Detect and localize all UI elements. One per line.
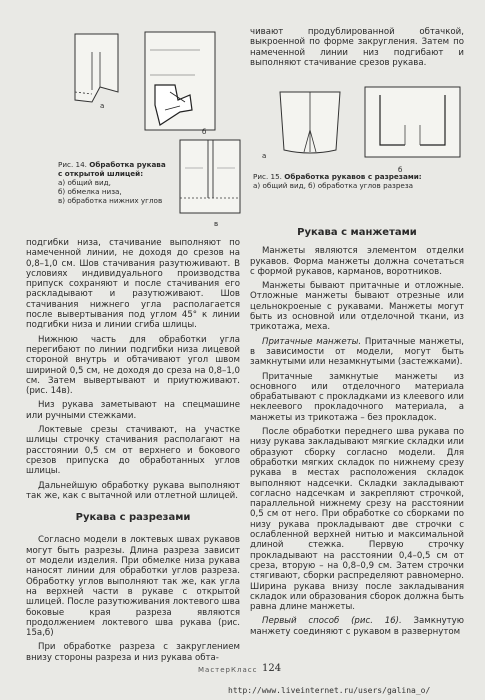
right-p4: Притачные замкнутые манжеты из основного или отделочного материала обрабатывают с прокладками из клеевого или неклеевого прокладочного материала, а манжеты из трикотажа – без прокладок. <box>250 371 464 423</box>
fig14-label-a: а <box>100 102 105 110</box>
page-number: 124 <box>262 663 282 674</box>
fig14-sketch-v <box>175 138 245 218</box>
right-heading: Рукава с манжетами <box>297 227 417 238</box>
right-p6: Первый способ (рис. 16). Замкнутую манжету соединяют с рукавом в развернутом <box>250 616 464 637</box>
right-column-top <box>250 27 464 72</box>
fig15-sketch-b <box>360 85 465 165</box>
footer-url[interactable]: http://www.liveinternet.ru/users/galina_o/ <box>228 686 431 695</box>
left-p2: Нижнюю часть для обработки угла перегибают по линии подгибки низа лицевой стороной внутрь и обтачивают угол швом шириной 0,5 см, не доходя до среза на 0,8–1,0 см. Затем вывертывают и приутюживают. (рис. 14в). <box>26 334 240 397</box>
left-p4: Локтевые срезы стачивают, на участке шлицы строчку стачивания располагают на расстоянии 0,5 см от верхнего и бокового срезов припуска до обработанных углов шлицы. <box>26 425 240 477</box>
right-p1: Манжеты являются элементом отделки рукавов. Форма манжеты должна сочетаться с формой рукавов, карманов, воротников. <box>250 246 464 277</box>
right-column <box>250 228 464 641</box>
left-p5: Дальнейшую обработку рукава выполняют так же, как с вытачной или отлетной шлицей. <box>26 480 240 501</box>
left-heading: Рукава с разрезами <box>75 512 191 524</box>
right-p2: Манжеты бывают притачные и отложные. Отложные манжеты бывают отрезные или цельнокроеные с рукавами. Манжеты могут быть из основной или отделочной ткани, из трикотажа, меха. <box>250 281 464 333</box>
fig15-sketch-a <box>270 90 350 160</box>
left-column <box>26 238 240 667</box>
left-p1: подгибки низа, стачивание выполняют по намеченной линии, не доходя до срезов на 0,8–1,0 см. Шов стачивания разутюживают. В условиях индивидуального производства припуск сохраняют и после стачивания его раскладывают и разутюживают. Шов стачивания нижнего угла располагается после вывертывания под углом 45° к линии подгибки низа и линии сгиба шлицы. <box>26 238 240 331</box>
fig15-label-a: а <box>262 152 267 160</box>
fig14-sketch-b <box>140 30 220 135</box>
fig15-label-b: б <box>398 166 403 174</box>
right-p0: чивают продублированной обтачкой, выкроенной по форме закругления. Затем по намеченной линии низ подгибают и выполняют стачивание срезов рукава. <box>250 27 464 68</box>
fig14-caption: Рис. 14. Обработка рукава с открытой шлицей: а) общий вид, б) обмелка низа, в) обработка нижних углов <box>58 160 166 205</box>
right-p3: Притачные манжеты. Притачные манжеты, в зависимости от модели, могут быть замкнутыми или незамкнутыми (застежками). <box>250 336 464 368</box>
fig14-label-b: б <box>202 128 207 136</box>
left-p3: Низ рукава заметывают на спецмашине или ручными стежками. <box>26 400 240 421</box>
fig14-sketch-a <box>70 32 125 107</box>
footer-brand: МастерКласс <box>198 666 258 674</box>
left-p6: Согласно модели в локтевых швах рукавов могут быть разрезы. Длина разреза зависит от модели изделия. При обмелке низа рукава наносят линии для обработки углов разреза. Обработку углов выполняют так же, как угла на верхней части в рукаве с открытой шлицей. После разутюживания локтевого шва боковые края разреза являются продолжением локтевого шва рукава (рис. 15а,б) <box>26 535 240 639</box>
left-p7: При обработке разреза с закруглением внизу стороны разреза и низ рукава обта- <box>26 642 240 663</box>
right-p5: После обработки переднего шва рукава по низу рукава закладывают мягкие складки или образуют сборку согласно модели. Для обработки мягких складок по нижнему срезу рукава в местах расположения складок выполняют надсечки. Складки закладывают согласно надсечкам и закрепляют строчкой, параллельной нижнему срезу на расстоянии 0,5 см от него. При обработке со сборками по низу рукава прокладывают две строчки с ослабленной верхней нитью и максимальной длиной стежка. Первую строчку прокладывают на расстоянии 0,4–0,5 см от среза, вторую – на 0,8–0,9 см. Затем строчки стягивают, сборки распределяют равномерно. Ширина рукава внизу после закладывания складок или образования сборок должна быть равна длине манжеты. <box>250 427 464 613</box>
fig14-label-v: в <box>214 220 219 228</box>
fig15-caption: Рис. 15. Обработка рукавов с разрезами: а) общий вид, б) обработка углов разреза <box>253 172 422 190</box>
fig15-caption-title: Обработка рукавов с разрезами: <box>284 172 422 181</box>
fig14-caption-title: Обработка рукава с открытой шлицей: <box>58 160 166 178</box>
